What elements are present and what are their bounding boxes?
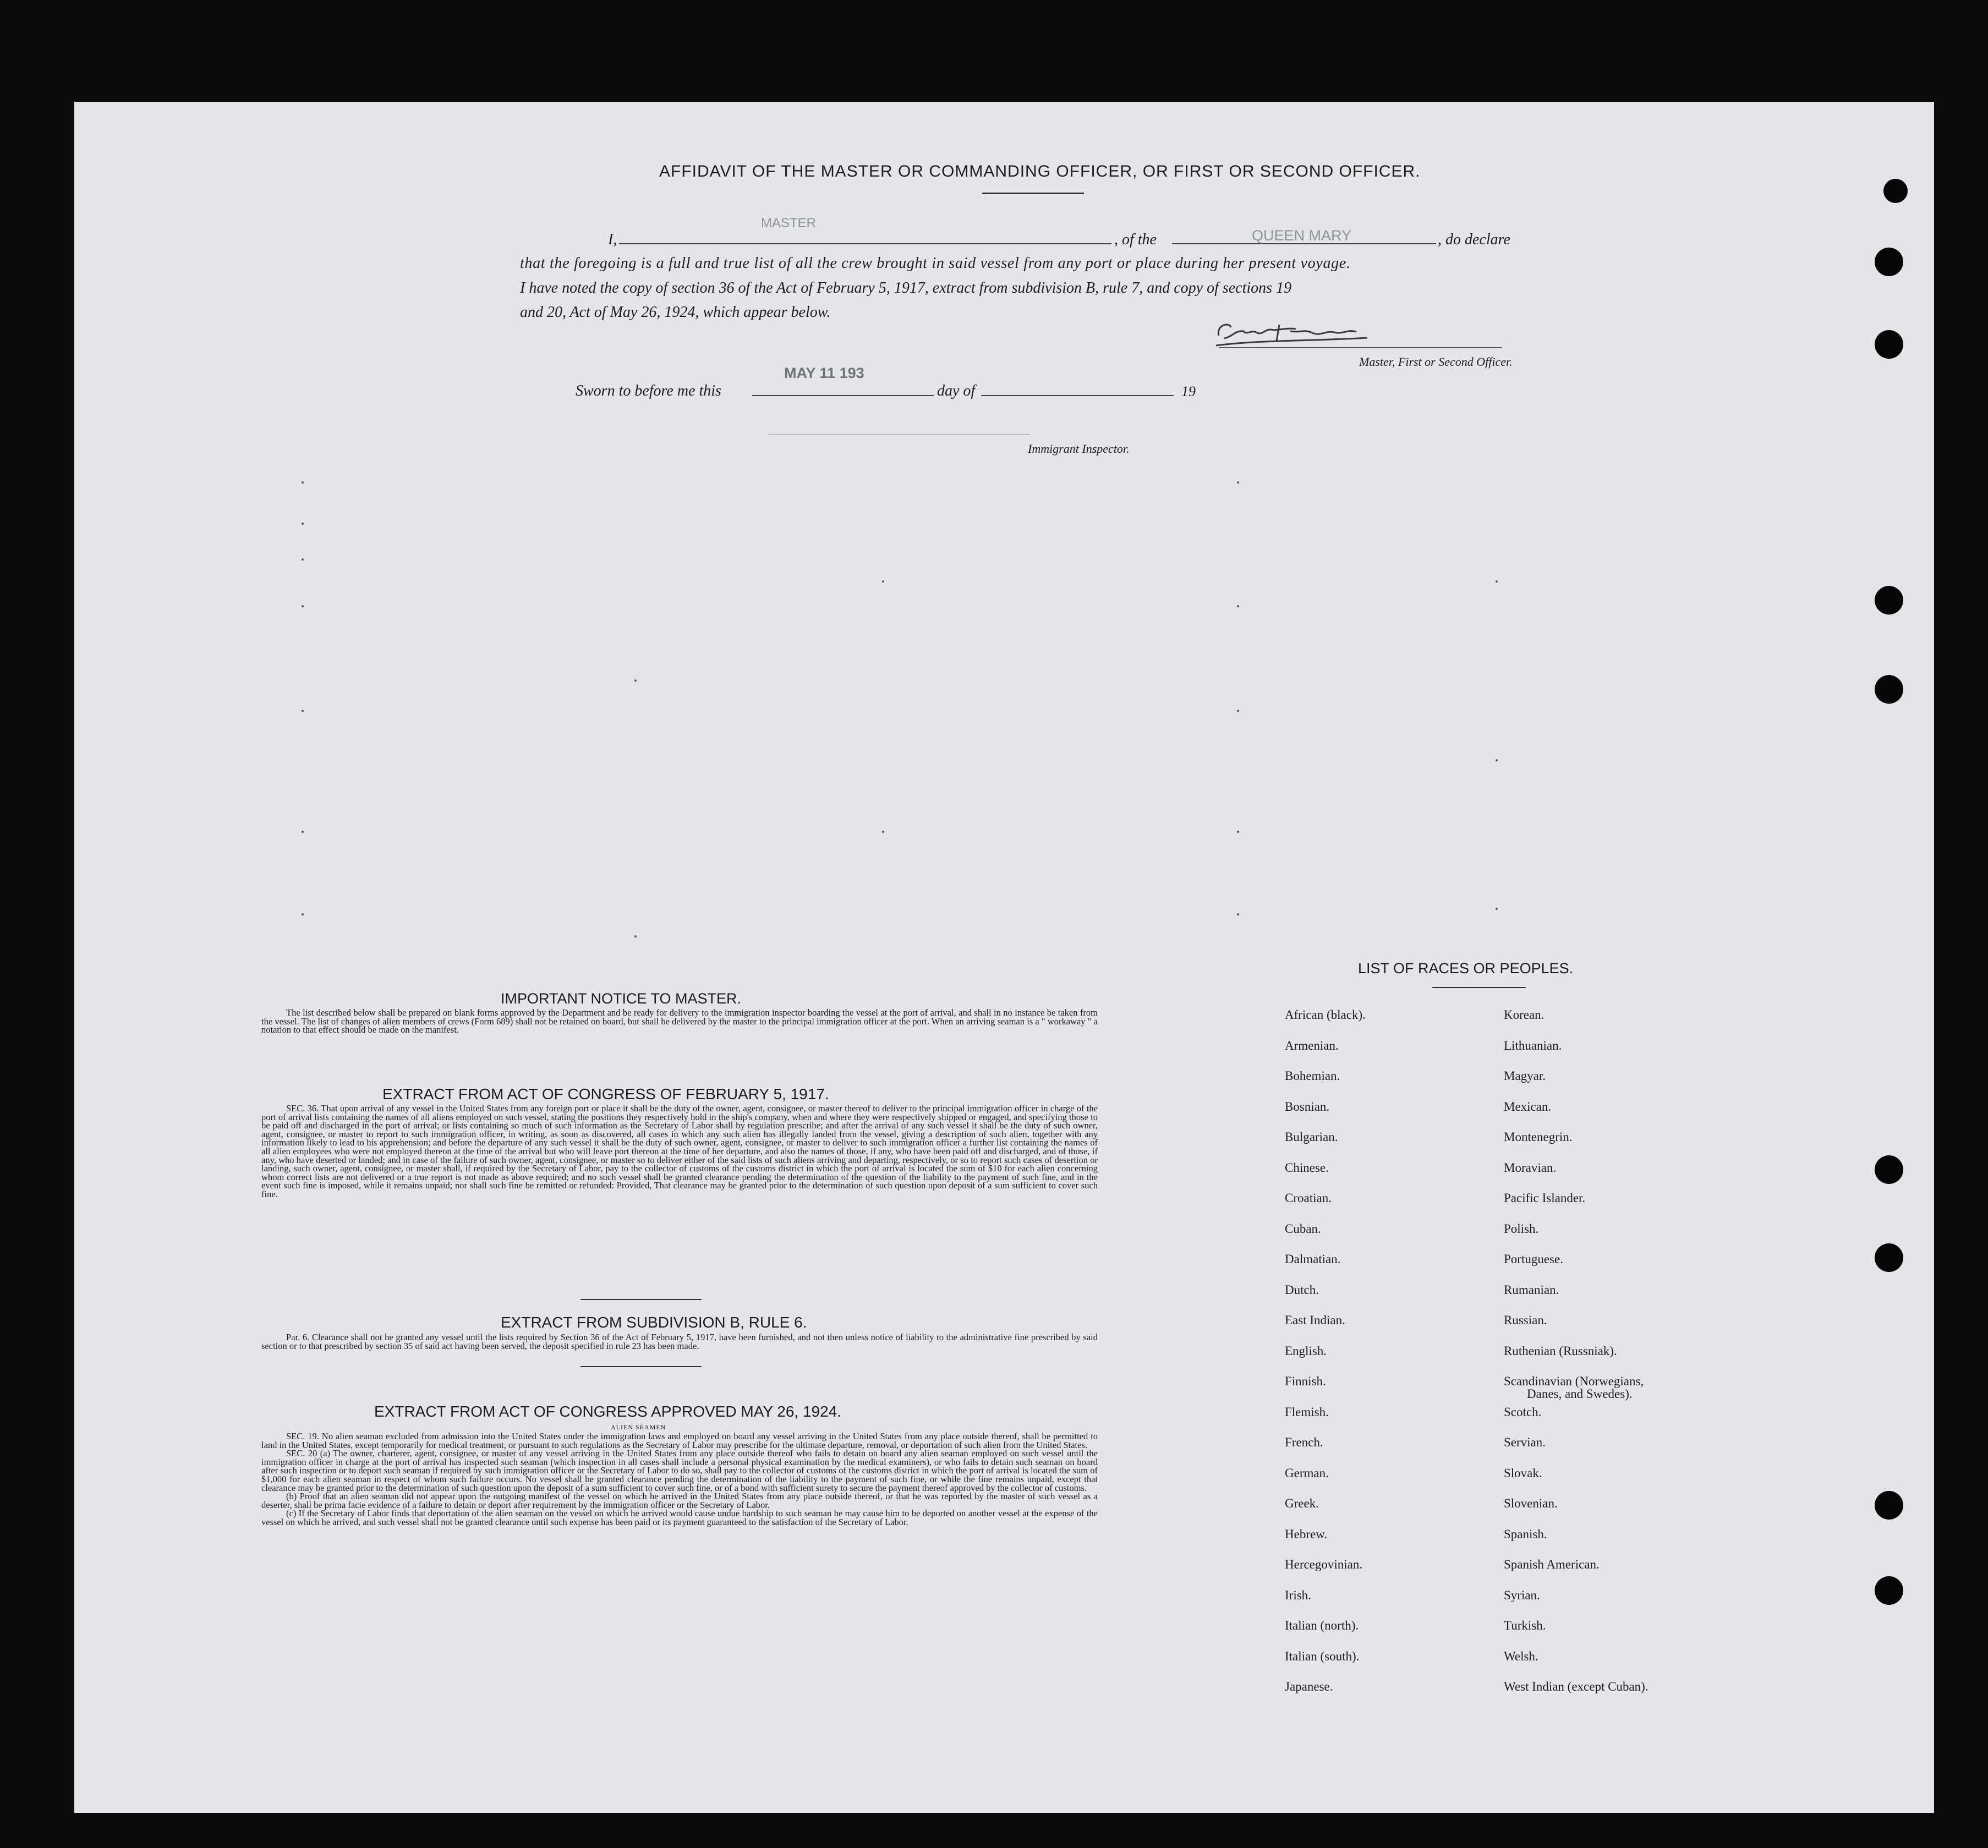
document-page <box>74 102 1934 1813</box>
column-dot <box>882 831 884 833</box>
race-left: Dalmatian. <box>1285 1252 1341 1266</box>
master-signature <box>1213 314 1395 352</box>
section-divider <box>580 1299 702 1300</box>
column-dot <box>1237 481 1239 484</box>
race-left: Irish. <box>1285 1588 1311 1602</box>
punch-hole <box>1875 1243 1903 1272</box>
race-right: Rumanian. <box>1504 1283 1559 1297</box>
punch-hole <box>1875 330 1903 359</box>
punch-hole <box>1883 179 1908 203</box>
race-left: Hebrew. <box>1285 1527 1328 1541</box>
column-dot <box>1237 831 1239 833</box>
extract-1917-body <box>261 1104 1098 1199</box>
of-the-label: , of the <box>1114 231 1157 248</box>
race-left: English. <box>1285 1344 1327 1358</box>
notice-title: IMPORTANT NOTICE TO MASTER. <box>501 990 742 1007</box>
race-right: Mexican. <box>1504 1100 1552 1114</box>
race-left: Flemish. <box>1285 1405 1329 1419</box>
race-right: Montenegrin. <box>1504 1130 1573 1144</box>
race-left: East Indian. <box>1285 1313 1345 1327</box>
extract-1924-paragraph: SEC. 19. No alien seaman excluded from admission into the United States under the immigration laws and employed on board any vessel arriving in the United States from any place outside thereof, shall be permitted to land in the United States, except temporarily for medical treatment, or pursuant to such regulations as the Secretary of Labor may prescribe for the ultimate departure, removal, or deportation of such alien from the United States. <box>261 1431 1098 1450</box>
name-line <box>619 243 1111 244</box>
race-right: Korean. <box>1504 1008 1545 1022</box>
column-dot <box>1496 580 1498 583</box>
column-dot <box>634 935 637 937</box>
race-right: Lithuanian. <box>1504 1039 1562 1052</box>
extract-1917-title: EXTRACT FROM ACT OF CONGRESS OF FEBRUARY 5, 1917. <box>382 1085 829 1103</box>
notice-paragraph: The list described below shall be prepared on blank forms approved by the Department and be ready for delivery to the immigration inspector boarding the vessel at the port of arrival, and shall in no instance be taken from the vessel. The list of changes of alien members of crews (Form 689) shall not be retained on board, but shall be delivered by the master to the principal immigration officer at the port. When an arriving seaman is a " workaway " a notation to that effect should be made on the manifest. <box>261 1007 1098 1035</box>
punch-hole <box>1875 675 1903 704</box>
column-dot <box>634 679 637 682</box>
declaration-line-1: that the foregoing is a full and true list of all the crew brought in said vessel from any port or place during her present voyage. <box>520 255 1351 272</box>
race-right-continuation: Danes, and Swedes). <box>1527 1387 1633 1401</box>
race-right: Turkish. <box>1504 1619 1546 1632</box>
race-left: Bohemian. <box>1285 1069 1340 1083</box>
punch-hole <box>1875 586 1903 615</box>
extract-1924-paragraph: (c) If the Secretary of Labor finds that deportation of the alien seaman on the vessel on which he arrived would cause undue hardship to such seaman he may cause him to be deported on another vessel at the expense of the vessel on which he arrived, and such vessel shall not be granted clearance until such expense has been paid or its payment guaranteed to the satisfaction of the Secretary of Labor. <box>261 1508 1098 1527</box>
vessel-stamp: QUEEN MARY <box>1252 227 1352 244</box>
column-dot <box>1496 759 1498 761</box>
race-left: Chinese. <box>1285 1161 1329 1175</box>
race-left: Bulgarian. <box>1285 1130 1338 1144</box>
inspector-caption: Immigrant Inspector. <box>1028 442 1130 456</box>
race-right: Pacific Islander. <box>1504 1191 1586 1205</box>
extract-1924-subtitle: ALIEN SEAMEN <box>611 1423 666 1431</box>
race-right: Spanish. <box>1504 1527 1547 1541</box>
master-stamp: MASTER <box>761 216 817 231</box>
sworn-label: Sworn to before me this <box>576 382 721 399</box>
race-left: African (black). <box>1285 1008 1366 1022</box>
race-right: Spanish American. <box>1504 1558 1600 1571</box>
race-left: German. <box>1285 1466 1329 1480</box>
race-right: Portuguese. <box>1504 1252 1563 1266</box>
race-left: Armenian. <box>1285 1039 1339 1052</box>
punch-hole <box>1875 248 1903 276</box>
sworn-day-line <box>752 395 934 396</box>
race-right: Polish. <box>1504 1222 1539 1236</box>
column-dot <box>1237 710 1239 712</box>
race-right: Russian. <box>1504 1313 1547 1327</box>
race-right: Syrian. <box>1504 1588 1540 1602</box>
extract-1924-title: EXTRACT FROM ACT OF CONGRESS APPROVED MAY 26, 1924. <box>374 1403 842 1420</box>
do-declare-label: , do declare <box>1438 231 1510 248</box>
race-right: Slovenian. <box>1504 1496 1558 1510</box>
race-right: Scotch. <box>1504 1405 1542 1419</box>
race-right: Welsh. <box>1504 1649 1538 1663</box>
column-dot <box>302 605 304 607</box>
punch-hole <box>1875 1155 1903 1184</box>
year-prefix: 19 <box>1181 383 1196 399</box>
race-right: Moravian. <box>1504 1161 1557 1175</box>
extract-rule6-paragraph: Par. 6. Clearance shall not be granted any vessel until the lists required by Section 36 of the Act of February 5, 1917, have been furnished, and not then unless notice of liability to the administrative fine prescribed by said section or to that prescribed by section 35 of said act having been served, the deposit specified in rule 23 has been made. <box>261 1332 1098 1351</box>
declaration-line-3: and 20, Act of May 26, 1924, which appear below. <box>520 304 831 321</box>
extract-rule6-body <box>261 1333 1098 1350</box>
signature-line <box>1219 347 1502 348</box>
extract-1924-body <box>261 1432 1098 1527</box>
races-title: LIST OF RACES OR PEOPLES. <box>1358 960 1574 977</box>
column-dot <box>302 710 304 712</box>
race-right: Servian. <box>1504 1435 1546 1449</box>
column-dot <box>302 481 304 484</box>
column-dot <box>882 580 884 583</box>
notice-body <box>261 1008 1098 1034</box>
race-left: Greek. <box>1285 1496 1319 1510</box>
i-label: I, <box>608 231 617 248</box>
race-left: Finnish. <box>1285 1374 1326 1388</box>
column-dot <box>302 831 304 833</box>
extract-1924-paragraph: (b) Proof that an alien seaman did not appear upon the outgoing manifest of the vessel on which he arrived in the United States from any place outside thereof, or that he was reported by the master of such vessel as a deserter, shall be prima facie evidence of a failure to detain or deport after requirement by the immigration officer or the Secretary of Labor. <box>261 1491 1098 1510</box>
declaration-line-2: I have noted the copy of section 36 of the Act of February 5, 1917, extract from subdivision B, rule 7, and copy of sections 19 <box>520 279 1292 297</box>
affidavit-title: AFFIDAVIT OF THE MASTER OR COMMANDING OFFICER, OR FIRST OR SECOND OFFICER. <box>659 162 1421 180</box>
race-left: Dutch. <box>1285 1283 1319 1297</box>
punch-hole <box>1875 1491 1903 1520</box>
race-left: French. <box>1285 1435 1323 1449</box>
race-left: Italian (south). <box>1285 1649 1360 1663</box>
race-right: Magyar. <box>1504 1069 1546 1083</box>
race-left: Bosnian. <box>1285 1100 1330 1114</box>
date-stamp: MAY 11 193 <box>784 365 864 381</box>
races-underline <box>1432 987 1526 988</box>
race-left: Japanese. <box>1285 1680 1333 1693</box>
race-left: Italian (north). <box>1285 1619 1359 1632</box>
race-right: Ruthenian (Russniak). <box>1504 1344 1617 1358</box>
title-underline <box>982 193 1084 194</box>
race-right: West Indian (except Cuban). <box>1504 1680 1649 1693</box>
column-dot <box>1237 605 1239 607</box>
punch-hole <box>1875 1576 1903 1605</box>
race-left: Hercegovinian. <box>1285 1558 1363 1571</box>
race-left: Croatian. <box>1285 1191 1332 1205</box>
race-right: Slovak. <box>1504 1466 1542 1480</box>
column-dot <box>1496 908 1498 910</box>
column-dot <box>302 913 304 915</box>
race-right: Scandinavian (Norwegians, <box>1504 1374 1644 1388</box>
extract-1924-paragraph: SEC. 20 (a) The owner, charterer, agent, consignee, or master of any vessel arriving in the United States from any place outside thereof who fails to detain on board any alien seaman employed on such vessel until the immigration officer in charge at the port of arrival has inspected such seaman (which inspection in all cases shall include a personal physical examination by the medical examiners), or who fails to detain such seaman on board after such inspection or to deport such seaman if required by such immigration officer or the Secretary of Labor to do so, shall pay to the collector of customs of the customs district in which the port of arrival is located the sum of $1,000 for each alien seaman in respect of whom such failure occurs. No vessel shall be granted clearance pending the determination of the liability to the payment of such fine, or while the fine remains unpaid, except that clearance may be granted prior to the determination of such question upon the deposit of a sum sufficient to cover such fine, or of a bond with sufficient surety to secure the payment thereof approved by the collector of customs. <box>261 1448 1098 1493</box>
day-of-label: day of <box>937 382 976 399</box>
column-dot <box>1237 913 1239 915</box>
column-dot <box>302 558 304 561</box>
extract-rule6-title: EXTRACT FROM SUBDIVISION B, RULE 6. <box>501 1314 807 1331</box>
sworn-month-line <box>981 395 1174 396</box>
column-dot <box>302 523 304 525</box>
signature-caption: Master, First or Second Officer. <box>1359 355 1513 369</box>
section-divider <box>580 1366 702 1367</box>
race-left: Cuban. <box>1285 1222 1321 1236</box>
extract-1917-paragraph: SEC. 36. That upon arrival of any vessel in the United States from any foreign port or place it shall be the duty of the owner, agent, consignee, or master thereof to deliver to the principal immigration officer in charge of the port of arrival lists containing the names of all aliens employed on such vessel, stating the positions they respectively hold in the ship's company, when and where they were respectively shipped or engaged, and specifying those to be paid off and discharged in the port of arrival; or lists containing so much of such information as the Secretary of Labor shall by regulation prescribe; and after the arrival of any such vessel it shall be the duty of such owner, agent, consignee, or master to report to such immigration officer, in writing, as soon as discovered, all cases in which any such alien has illegally landed from the vessel, giving a description of such alien, together with any information likely to lead to his apprehension; and before the departure of any such vessel it shall be the duty of such owner, agent, consignee, or master to deliver to such immigration officer a further list containing the names of all alien employees who were not employed thereon at the time of the arrival but who will leave port thereon at the time of her departure, and also the names of those, if any, who have been paid off and discharged, and of those, if any, who have deserted or landed; and in case of the failure of such owner, agent, consignee, or master so to deliver either of the said lists of such aliens arriving and departing, respectively, or so to report such cases of desertion or landing, such owner, agent, consignee, or master shall, if required by the Secretary of Labor, pay to the collector of customs of the customs district in which the port of arrival is located the sum of $10 for each alien concerning whom correct lists are not delivered or a true report is not made as above required; and no such vessel shall be granted clearance pending the determination of the question of the liability to the payment of such fine, and in the event such fine is imposed, while it remains unpaid; nor shall such fine be remitted or refunded: Provided, That clearance may be granted prior to the determination of such question upon deposit of a sum sufficient to cover such fine. <box>261 1103 1098 1199</box>
